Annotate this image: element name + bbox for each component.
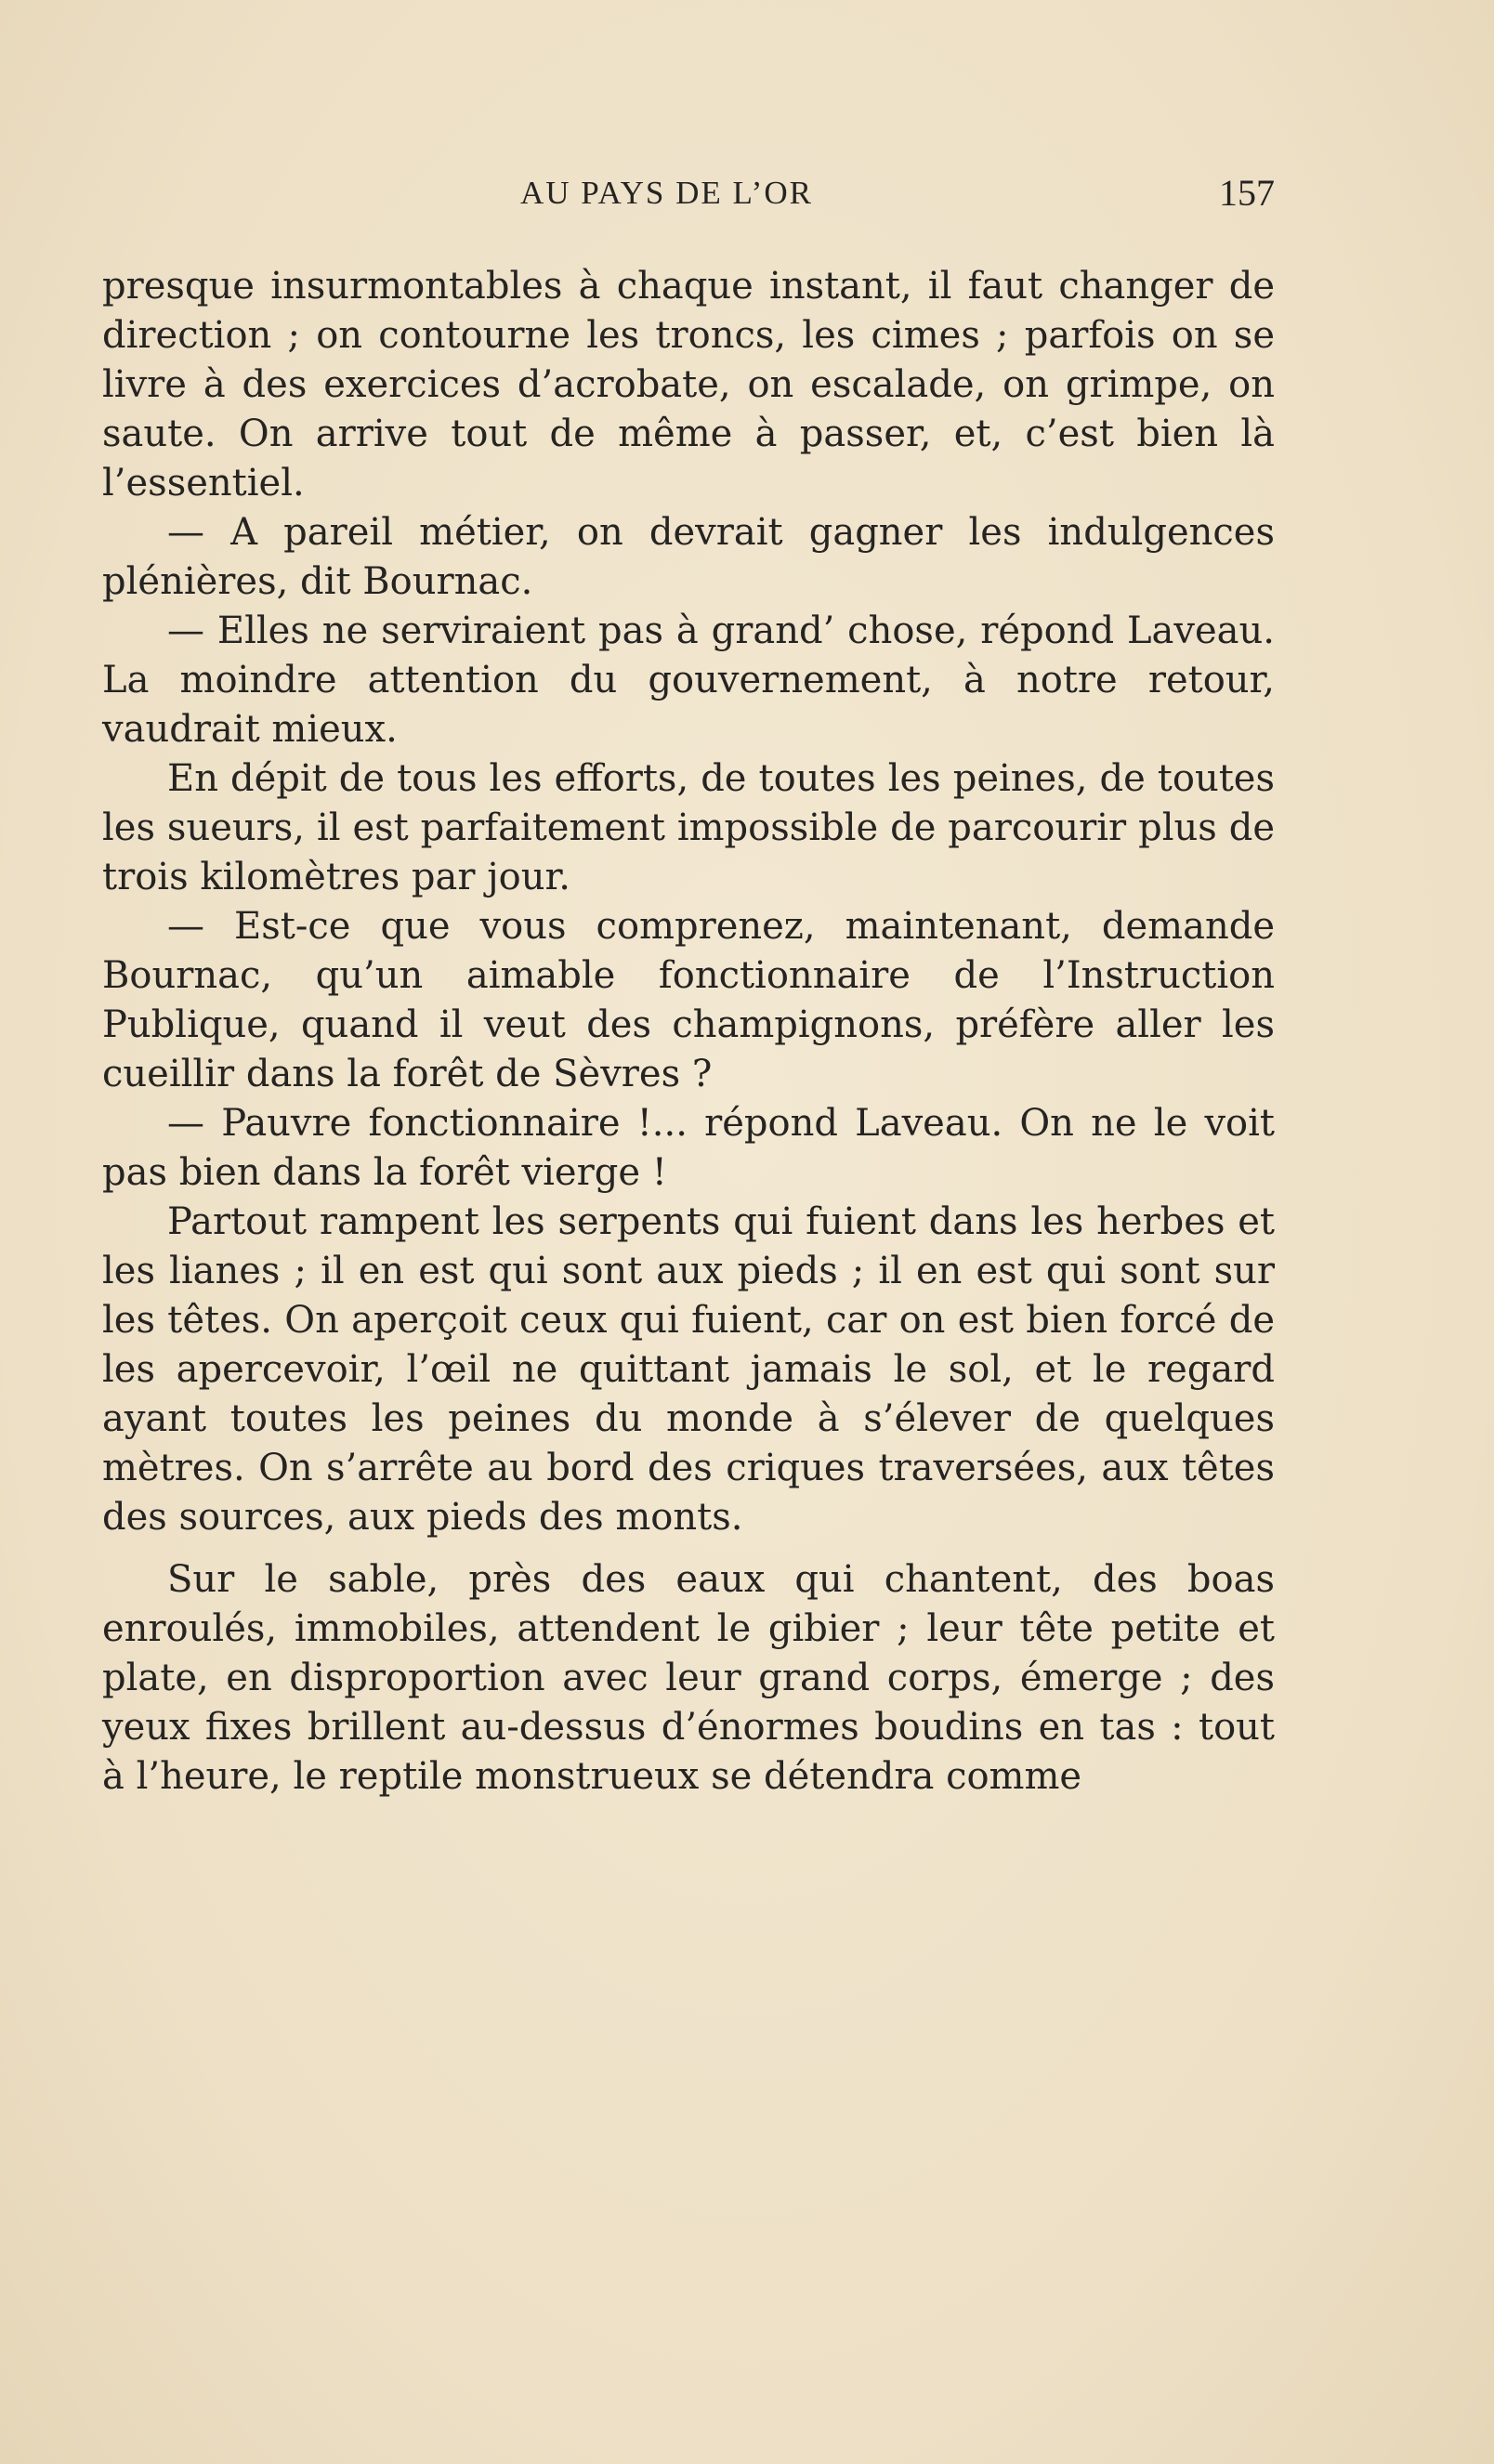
paragraph: — A pareil métier, on devrait gagner les indulgences plénières, dit Bournac. xyxy=(102,511,1275,603)
paragraph: — Elles ne serviraient pas à grand’ chose, répond Laveau. La moindre attention du gouvernement, à notre retour, vaudrait mieux. xyxy=(102,609,1275,751)
paragraph: Partout rampent les serpents qui fuient dans les herbes et les lianes ; il en est qui sont aux pieds ; il en est qui sont sur les têtes. On aperçoit ceux qui fuient, car on est bien forcé de les apercevoir, l’œil ne quittant jamais le sol, et le regard ayant toutes les peines du monde à s’élever de quelques mètres. On s’arrête au bord des criques traversées, aux têtes des sources, aux pieds des monts. xyxy=(102,1200,1275,1539)
paragraph: — Pauvre fonctionnaire !... répond Laveau. On ne le voit pas bien dans la forêt vierge ! xyxy=(102,1102,1275,1194)
paragraph: — Est-ce que vous comprenez, maintenant, demande Bournac, qu’un aimable fonctionnaire de l’Instruction Publique, quand il veut des champignons, préfère aller les cueillir dans la forêt de Sèvres ? xyxy=(102,905,1275,1095)
running-title: AU PAYS DE L’OR xyxy=(520,175,813,211)
paragraph: En dépit de tous les efforts, de toutes les peines, de toutes les sueurs, il est parfaitement impossible de parcourir plus de trois kilomètres par jour. xyxy=(102,757,1275,898)
page-number: 157 xyxy=(1219,172,1275,214)
body-text xyxy=(102,262,1275,1802)
paragraph-continued: presque insurmontables à chaque instant, il faut changer de direction ; on contourne les troncs, les cimes ; parfois on se livre à des exercices d’acrobate, on escalade, on grimpe, on saute. On arrive tout de même à passer, et, c’est bien là l’essentiel. xyxy=(102,265,1275,505)
paragraph: Sur le sable, près des eaux qui chantent, des boas enroulés, immobiles, attendent le gibier ; leur tête petite et plate, en disproportion avec leur grand corps, émerge ; des yeux fixes brillent au-dessus d’énormes boudins en tas : tout à l’heure, le reptile monstrueux se détendra comme xyxy=(102,1558,1275,1798)
page-header xyxy=(102,165,1275,221)
